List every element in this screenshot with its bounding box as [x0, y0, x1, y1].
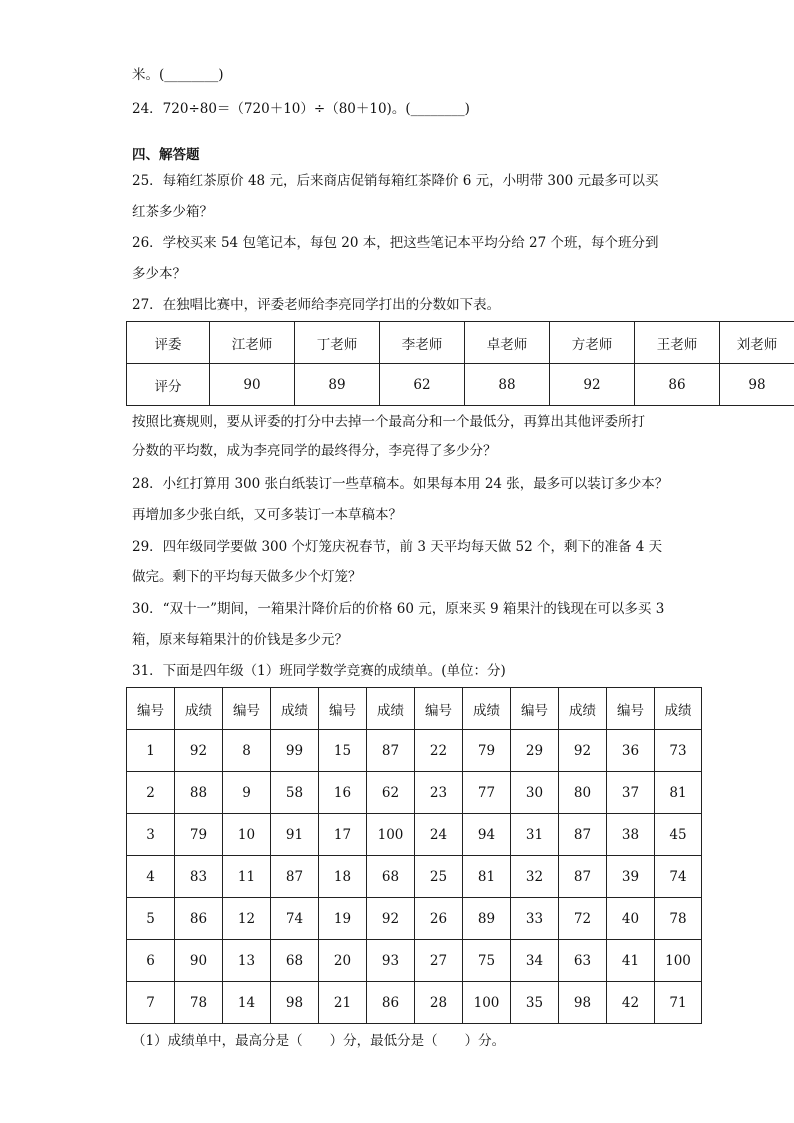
table-cell: 13 — [223, 940, 271, 982]
q25-line-1: 25．每箱红茶原价 48 元，后来商店促销每箱红茶降价 6 元，小明带 300 元最多可以买 — [132, 173, 659, 189]
table-cell: 江老师 — [210, 322, 295, 364]
table-row — [127, 940, 702, 982]
table-cell: 92 — [175, 730, 223, 772]
table-cell: 14 — [223, 982, 271, 1024]
table-cell: 71 — [655, 982, 702, 1024]
table-cell: 81 — [655, 772, 702, 814]
table-cell: 87 — [271, 856, 319, 898]
q29-line-2: 做完。剩下的平均每天做多少个灯笼？ — [132, 569, 362, 585]
table-cell: 丁老师 — [295, 322, 380, 364]
table-cell: 评委 — [127, 322, 210, 364]
table-cell: 41 — [607, 940, 655, 982]
table-cell: 93 — [367, 940, 415, 982]
q24-text: 24．720÷80＝（720＋10）÷（80＋10)。(________) — [132, 101, 470, 117]
table-cell: 方老师 — [550, 322, 635, 364]
table-cell: 86 — [175, 898, 223, 940]
table-cell: 4 — [127, 856, 175, 898]
table-cell: 24 — [415, 814, 463, 856]
table-cell: 刘老师 — [720, 322, 794, 364]
q25-line-2: 红茶多少箱？ — [132, 204, 213, 220]
q23-tail: 米。(________) — [132, 67, 224, 83]
table-cell: 98 — [271, 982, 319, 1024]
table-cell: 28 — [415, 982, 463, 1024]
table-cell: 25 — [415, 856, 463, 898]
table-cell: 9 — [223, 772, 271, 814]
q26-line-2: 多少本？ — [132, 266, 186, 282]
table-header-cell: 成绩 — [271, 688, 319, 730]
q26-line-1: 26．学校买来 54 包笔记本，每包 20 本，把这些笔记本平均分给 27 个班，每个班分到 — [132, 235, 659, 251]
table-cell: 29 — [511, 730, 559, 772]
q31-sub1: （1）成绩单中，最高分是（ ）分，最低分是（ ）分。 — [132, 1033, 506, 1049]
table-cell: 18 — [319, 856, 367, 898]
table-cell: 38 — [607, 814, 655, 856]
table-cell: 98 — [720, 364, 794, 406]
table-cell: 36 — [607, 730, 655, 772]
table-cell: 35 — [511, 982, 559, 1024]
table-cell: 17 — [319, 814, 367, 856]
table-cell: 7 — [127, 982, 175, 1024]
q30-line-1: 30．“双十一”期间，一箱果汁降价后的价格 60 元，原来买 9 箱果汁的钱现在可以多买 3 — [132, 601, 665, 617]
table-cell: 98 — [559, 982, 607, 1024]
table-cell: 8 — [223, 730, 271, 772]
grades-table — [126, 687, 702, 1024]
table-cell: 78 — [655, 898, 702, 940]
table-cell: 89 — [463, 898, 511, 940]
judges-score-row — [127, 364, 794, 406]
table-cell: 91 — [271, 814, 319, 856]
table-cell: 100 — [367, 814, 415, 856]
table-header-cell: 编号 — [223, 688, 271, 730]
table-cell: 75 — [463, 940, 511, 982]
table-cell: 62 — [367, 772, 415, 814]
table-header-cell: 成绩 — [463, 688, 511, 730]
table-header-cell: 成绩 — [559, 688, 607, 730]
table-cell: 62 — [380, 364, 465, 406]
table-cell: 100 — [655, 940, 702, 982]
q29-line-1: 29．四年级同学要做 300 个灯笼庆祝春节，前 3 天平均每天做 52 个，剩下的准备 4 天 — [132, 539, 663, 555]
table-header-cell: 成绩 — [367, 688, 415, 730]
table-cell: 11 — [223, 856, 271, 898]
table-cell: 68 — [271, 940, 319, 982]
table-header-cell: 成绩 — [175, 688, 223, 730]
table-cell: 10 — [223, 814, 271, 856]
q27-intro: 27．在独唱比赛中，评委老师给李亮同学打出的分数如下表。 — [132, 297, 501, 313]
table-cell: 87 — [559, 856, 607, 898]
table-cell: 78 — [175, 982, 223, 1024]
table-cell: 100 — [463, 982, 511, 1024]
table-cell: 23 — [415, 772, 463, 814]
judges-header-row — [127, 322, 794, 364]
table-header-cell: 编号 — [607, 688, 655, 730]
table-cell: 45 — [655, 814, 702, 856]
table-cell: 86 — [635, 364, 720, 406]
table-cell: 27 — [415, 940, 463, 982]
grades-header-row — [127, 688, 702, 730]
table-cell: 2 — [127, 772, 175, 814]
table-cell: 92 — [367, 898, 415, 940]
table-cell: 68 — [367, 856, 415, 898]
table-cell: 19 — [319, 898, 367, 940]
table-cell: 74 — [655, 856, 702, 898]
table-cell: 88 — [175, 772, 223, 814]
q27-after-1: 按照比赛规则，要从评委的打分中去掉一个最高分和一个最低分，再算出其他评委所打 — [132, 414, 645, 430]
table-cell: 89 — [295, 364, 380, 406]
table-cell: 90 — [175, 940, 223, 982]
table-cell: 86 — [367, 982, 415, 1024]
q30-line-2: 箱，原来每箱果汁的价钱是多少元？ — [132, 632, 348, 648]
table-cell: 1 — [127, 730, 175, 772]
table-cell: 30 — [511, 772, 559, 814]
table-header-cell: 编号 — [511, 688, 559, 730]
table-cell: 72 — [559, 898, 607, 940]
table-cell: 77 — [463, 772, 511, 814]
table-cell: 81 — [463, 856, 511, 898]
q28-line-1: 28．小红打算用 300 张白纸装订一些草稿本。如果每本用 24 张，最多可以装订多少本？ — [132, 476, 669, 492]
table-cell: 李老师 — [380, 322, 465, 364]
table-row — [127, 982, 702, 1024]
table-cell: 6 — [127, 940, 175, 982]
table-cell: 39 — [607, 856, 655, 898]
table-cell: 22 — [415, 730, 463, 772]
table-cell: 94 — [463, 814, 511, 856]
table-header-cell: 成绩 — [655, 688, 702, 730]
table-cell: 32 — [511, 856, 559, 898]
table-cell: 31 — [511, 814, 559, 856]
table-cell: 26 — [415, 898, 463, 940]
table-row — [127, 898, 702, 940]
table-cell: 评分 — [127, 364, 210, 406]
table-cell: 12 — [223, 898, 271, 940]
table-cell: 87 — [559, 814, 607, 856]
table-cell: 42 — [607, 982, 655, 1024]
table-cell: 20 — [319, 940, 367, 982]
table-cell: 80 — [559, 772, 607, 814]
table-cell: 79 — [175, 814, 223, 856]
table-cell: 5 — [127, 898, 175, 940]
table-cell: 33 — [511, 898, 559, 940]
q27-after-2: 分数的平均数，成为李亮同学的最终得分，李亮得了多少分？ — [132, 443, 497, 459]
table-cell: 63 — [559, 940, 607, 982]
table-header-cell: 编号 — [319, 688, 367, 730]
table-row — [127, 772, 702, 814]
q28-line-2: 再增加多少张白纸，又可多装订一本草稿本？ — [132, 507, 402, 523]
table-cell: 99 — [271, 730, 319, 772]
table-row — [127, 814, 702, 856]
table-header-cell: 编号 — [127, 688, 175, 730]
table-cell: 40 — [607, 898, 655, 940]
table-cell: 74 — [271, 898, 319, 940]
table-cell: 21 — [319, 982, 367, 1024]
judges-score-table — [126, 321, 794, 406]
table-row — [127, 730, 702, 772]
table-cell: 15 — [319, 730, 367, 772]
table-cell: 73 — [655, 730, 702, 772]
table-row — [127, 856, 702, 898]
table-cell: 王老师 — [635, 322, 720, 364]
table-cell: 92 — [559, 730, 607, 772]
table-header-cell: 编号 — [415, 688, 463, 730]
table-cell: 87 — [367, 730, 415, 772]
table-cell: 16 — [319, 772, 367, 814]
table-cell: 90 — [210, 364, 295, 406]
table-cell: 37 — [607, 772, 655, 814]
table-cell: 34 — [511, 940, 559, 982]
table-cell: 58 — [271, 772, 319, 814]
table-cell: 83 — [175, 856, 223, 898]
table-cell: 3 — [127, 814, 175, 856]
table-cell: 卓老师 — [465, 322, 550, 364]
table-cell: 92 — [550, 364, 635, 406]
section-heading: 四、解答题 — [132, 147, 200, 163]
table-cell: 79 — [463, 730, 511, 772]
table-cell: 88 — [465, 364, 550, 406]
q31-intro: 31．下面是四年级（1）班同学数学竞赛的成绩单。(单位：分) — [132, 663, 506, 679]
